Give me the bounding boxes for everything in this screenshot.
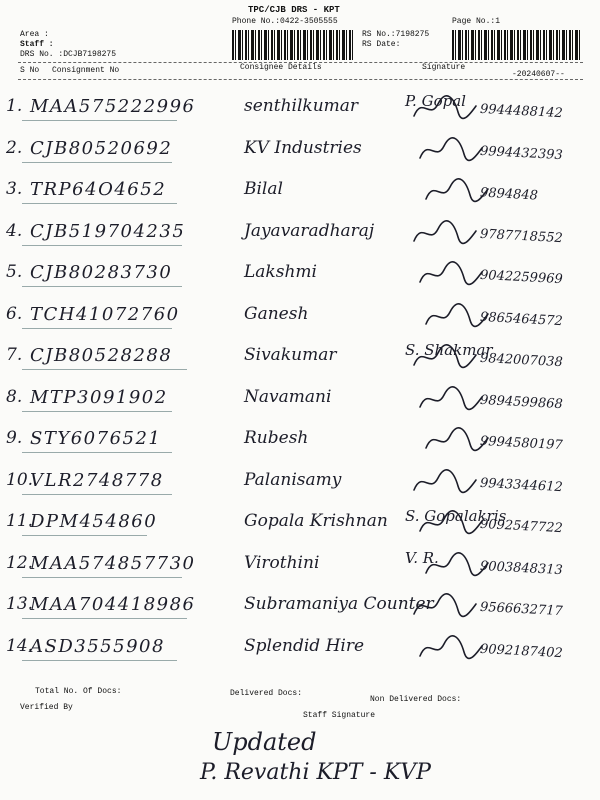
row-underline bbox=[22, 286, 182, 287]
row-number: 5. bbox=[6, 262, 23, 282]
recipient-phone: 9994580197 bbox=[479, 433, 564, 454]
consignment-number: TRP64O4652 bbox=[30, 179, 167, 200]
staff-signature-label: Staff Signature bbox=[303, 711, 376, 720]
signature-scribble bbox=[422, 177, 492, 207]
page-number: Page No.:1 bbox=[452, 17, 501, 26]
signature-scribble bbox=[410, 468, 480, 498]
header-date: -20240607-- bbox=[512, 70, 565, 79]
row-number: 10. bbox=[6, 469, 34, 490]
consignment-number: STY6076521 bbox=[30, 428, 162, 449]
row-underline bbox=[22, 203, 177, 204]
drs-number: DRS No. :DCJB7198275 bbox=[20, 50, 117, 59]
row-underline bbox=[22, 577, 182, 578]
row-number: 9. bbox=[6, 428, 23, 448]
recipient-phone: 9003848313 bbox=[479, 558, 564, 578]
recipient-phone: 9092547722 bbox=[479, 516, 564, 537]
consignment-number: MTP3091902 bbox=[30, 386, 168, 408]
consignee-name: Lakshmi bbox=[244, 262, 317, 282]
signature-scribble bbox=[422, 302, 492, 332]
recipient-phone: 9944488142 bbox=[479, 101, 564, 122]
report-title: TPC/CJB DRS - KPT bbox=[248, 5, 340, 15]
consignment-number: CJB80283730 bbox=[30, 262, 173, 283]
signature-scribble bbox=[410, 592, 480, 622]
recipient-signature: S. Shakmar bbox=[405, 341, 493, 359]
row-underline bbox=[22, 120, 177, 121]
consignee-name: Bilal bbox=[244, 179, 283, 199]
recipient-signature: P. Gopal bbox=[405, 92, 466, 110]
column-divider bbox=[18, 79, 583, 80]
recipient-phone: 9994432393 bbox=[479, 143, 564, 163]
row-number: 12. bbox=[6, 552, 34, 573]
signature-scribble bbox=[416, 136, 486, 166]
recipient-phone: 9092187402 bbox=[479, 641, 564, 661]
phone-number: Phone No.:0422-3505555 bbox=[232, 17, 338, 26]
signature-scribble bbox=[416, 385, 486, 415]
barcode-right bbox=[452, 30, 580, 60]
row-underline bbox=[22, 328, 172, 329]
row-number: 14. bbox=[6, 635, 34, 656]
consignee-name: Jayavaradharaj bbox=[244, 220, 375, 241]
consignment-number: CJB80528288 bbox=[30, 345, 173, 366]
consignee-name: Palanisamy bbox=[244, 469, 342, 490]
row-underline bbox=[22, 535, 147, 536]
consignee-name: Rubesh bbox=[244, 428, 309, 448]
consignment-number: MAA704418986 bbox=[30, 594, 196, 615]
signature-scribble bbox=[416, 634, 486, 664]
row-underline bbox=[22, 162, 172, 163]
recipient-signature: V. R. bbox=[405, 548, 439, 567]
row-number: 6. bbox=[6, 303, 23, 324]
non-delivered-docs-label: Non Delivered Docs: bbox=[370, 695, 462, 704]
consignment-number: TCH41072760 bbox=[30, 303, 180, 325]
recipient-phone: 9842007038 bbox=[479, 350, 564, 371]
row-number: 1. bbox=[6, 96, 23, 116]
consignee-name: senthilkumar bbox=[244, 96, 359, 116]
rs-number: RS No.:7198275 bbox=[362, 30, 430, 39]
delivered-docs-label: Delivered Docs: bbox=[230, 689, 303, 698]
signature-scribble bbox=[416, 509, 486, 539]
consignment-number: MAA574857730 bbox=[30, 552, 196, 574]
row-underline bbox=[22, 660, 177, 661]
row-underline bbox=[22, 494, 172, 495]
verified-by-label: Verified By bbox=[20, 703, 73, 712]
consignment-number: VLR2748778 bbox=[30, 469, 164, 491]
signature-scribble bbox=[410, 219, 480, 249]
consignee-name: Subramaniya Counter bbox=[244, 594, 434, 614]
note-revathi: P. Revathi KPT - KVP bbox=[200, 760, 431, 785]
barcode-left bbox=[232, 30, 354, 60]
recipient-signature: S. Gopalakris bbox=[405, 507, 507, 525]
row-number: 3. bbox=[6, 179, 23, 199]
col-consignment: Consignment No bbox=[52, 66, 120, 75]
total-docs-label: Total No. Of Docs: bbox=[35, 687, 122, 696]
consignee-name: Navamani bbox=[244, 386, 332, 407]
signature-scribble bbox=[410, 94, 480, 124]
col-sno: S No bbox=[20, 66, 40, 75]
signature-scribble bbox=[410, 343, 480, 373]
recipient-phone: 9566632717 bbox=[479, 599, 564, 620]
row-underline bbox=[22, 369, 187, 370]
consignee-name: Virothini bbox=[244, 552, 320, 573]
area-label: Area : bbox=[20, 30, 49, 39]
row-underline bbox=[22, 245, 182, 246]
consignee-name: Gopala Krishnan bbox=[244, 511, 388, 531]
rs-date: RS Date: bbox=[362, 40, 401, 49]
consignment-number: DPM454860 bbox=[30, 511, 158, 532]
row-number: 8. bbox=[6, 386, 23, 407]
row-underline bbox=[22, 452, 172, 453]
consignee-name: Ganesh bbox=[244, 303, 309, 324]
staff-label: Staff : bbox=[20, 40, 54, 49]
consignment-number: ASD3555908 bbox=[30, 635, 165, 657]
recipient-phone: 9894599868 bbox=[479, 392, 564, 412]
signature-scribble bbox=[416, 260, 486, 290]
recipient-phone: 9042259969 bbox=[479, 267, 564, 288]
row-number: 13. bbox=[6, 594, 34, 614]
row-number: 2. bbox=[6, 137, 23, 158]
signature-scribble bbox=[422, 426, 492, 456]
consignment-number: CJB519704235 bbox=[30, 220, 186, 242]
col-consignee: Consignee Details bbox=[240, 63, 322, 72]
consignee-name: Sivakumar bbox=[244, 345, 337, 365]
recipient-phone: 9943344612 bbox=[479, 475, 564, 495]
row-number: 11. bbox=[6, 511, 34, 531]
recipient-phone: 9865464572 bbox=[479, 309, 564, 329]
recipient-phone: 9787718552 bbox=[479, 226, 564, 246]
recipient-phone: 9894848 bbox=[479, 185, 539, 204]
note-updated: Updated bbox=[212, 728, 317, 756]
consignment-number: MAA575222996 bbox=[30, 96, 196, 117]
signature-scribble bbox=[422, 551, 492, 581]
row-underline bbox=[22, 618, 187, 619]
row-number: 7. bbox=[6, 345, 23, 365]
row-number: 4. bbox=[6, 220, 23, 241]
col-signature: Signature bbox=[422, 63, 466, 72]
consignment-number: CJB80520692 bbox=[30, 137, 173, 159]
consignee-name: Splendid Hire bbox=[244, 635, 365, 656]
consignee-name: KV Industries bbox=[244, 137, 362, 158]
row-underline bbox=[22, 411, 172, 412]
